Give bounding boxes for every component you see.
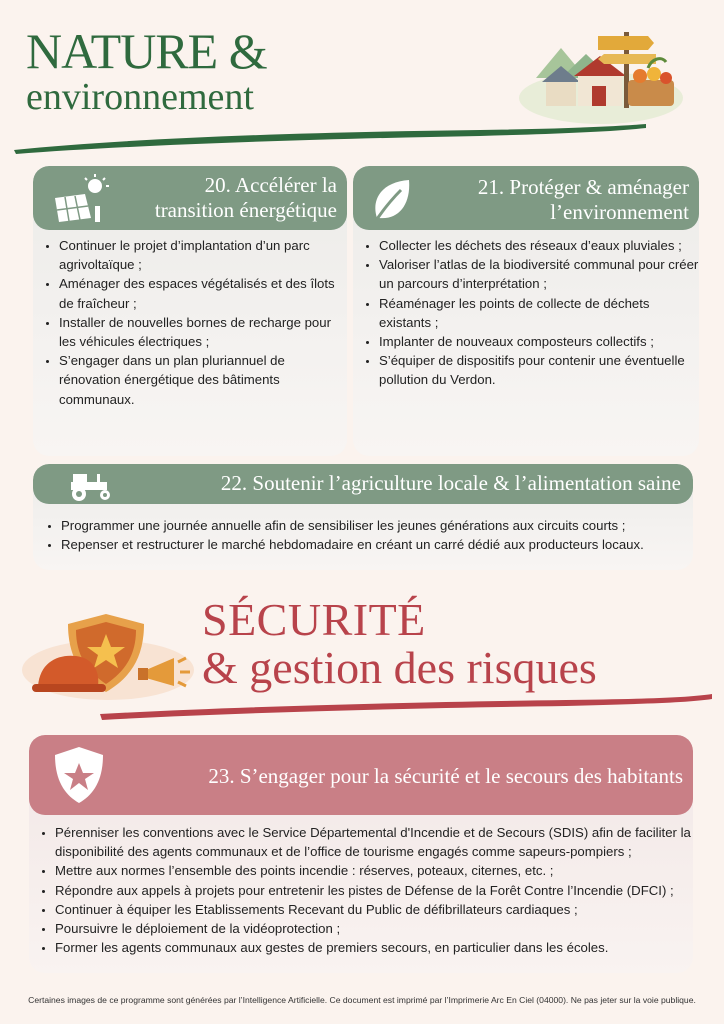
section-title-line2: & gestion des risques xyxy=(202,642,597,693)
list-item: • S’engager dans un plan pluriannuel de rénovation énergétique des bâtiments communaux. xyxy=(59,351,347,409)
section-title-line1: SÉCURITÉ xyxy=(202,594,426,645)
card-protect-environment xyxy=(353,166,699,456)
list-item: • Mettre aux normes l’ensemble des points incendie : réserves, poteaux, citernes, etc. ; xyxy=(55,861,693,880)
card-header xyxy=(33,464,693,504)
card-header xyxy=(353,166,699,230)
section-title-line1: NATURE & xyxy=(26,23,267,79)
shield-star-icon xyxy=(53,745,105,805)
card-header xyxy=(29,735,693,815)
card-header xyxy=(33,166,347,230)
card-title-line1: 21. Protéger & aménager xyxy=(477,175,689,199)
list-item: • Aménager des espaces végétalisés et des îlots de fraîcheur ; xyxy=(59,274,347,312)
card-security xyxy=(29,735,693,973)
card-title-line2: l’environnement xyxy=(550,200,689,224)
section-title-security xyxy=(202,594,597,693)
card-energy-transition xyxy=(33,166,347,456)
list-item: • Programmer une journée annuelle afin de sensibiliser les jeunes générations aux circuits courts ; xyxy=(61,516,693,535)
card-list xyxy=(41,236,347,409)
tractor-icon xyxy=(67,468,115,502)
list-item: • Poursuivre le déploiement de la vidéoprotection ; xyxy=(55,919,693,938)
list-item: • Repenser et restructurer le marché hebdomadaire en créant un carré dédié aux producteurs locaux. xyxy=(61,535,693,554)
list-item: • Former les agents communaux aux gestes de premiers secours, en particulier dans les écoles. xyxy=(55,938,693,957)
list-item: • Réaménager les points de collecte de déchets existants ; xyxy=(379,294,699,332)
section-title-nature xyxy=(26,23,267,118)
list-item: • Valoriser l’atlas de la biodiversité communal pour créer un parcours d’interprétation ; xyxy=(379,255,699,293)
card-list xyxy=(361,236,699,390)
card-title: 23. S’engager pour la sécurité et le secours des habitants xyxy=(208,764,683,788)
card-local-agriculture xyxy=(33,464,693,570)
card-list xyxy=(43,516,693,554)
list-item: • Répondre aux appels à projets pour entretenir les pistes de Défense de la Forêt Contre l’Incendie (DFCI) ; xyxy=(55,881,693,900)
card-title xyxy=(478,175,689,225)
section-title-line2: environnement xyxy=(26,76,254,118)
list-item: • Installer de nouvelles bornes de recharge pour les véhicules électriques ; xyxy=(59,313,347,351)
list-item: • Implanter de nouveaux composteurs collectifs ; xyxy=(379,332,699,351)
footer-note: Certaines images de ce programme sont générées par l’Intelligence Artificielle. Ce document est imprimé par l’Imprimerie Arc En Ciel (04000). Ne pas jeter sur la voie publique. xyxy=(28,995,696,1005)
list-item: • Continuer à équiper les Etablissements Recevant du Public de défibrillateurs cardiaques ; xyxy=(55,900,693,919)
list-item: • Collecter les déchets des réseaux d’eaux pluviales ; xyxy=(379,236,699,255)
list-item: • Pérenniser les conventions avec le Service Départemental d'Incendie et de Secours (SDIS) afin de faciliter la disponibilité des agents communaux et de l’office de tourisme engagés comme sapeurs-pompiers ; xyxy=(55,823,693,861)
card-title xyxy=(155,173,337,223)
card-list xyxy=(37,823,693,957)
card-title-line2: transition énergétique xyxy=(154,198,337,222)
red-brush-stroke xyxy=(96,690,716,724)
card-title: 22. Soutenir l’agriculture locale & l’alimentation saine xyxy=(220,471,681,495)
list-item: • S’équiper de dispositifs pour contenir une éventuelle pollution du Verdon. xyxy=(379,351,699,389)
list-item: • Continuer le projet d’implantation d’un parc agrivoltaïque ; xyxy=(59,236,347,274)
solar-panel-icon xyxy=(49,172,111,228)
leaf-icon xyxy=(369,176,413,224)
card-title-line1: 20. Accélérer la xyxy=(204,173,337,197)
farm-illustration xyxy=(516,18,686,126)
